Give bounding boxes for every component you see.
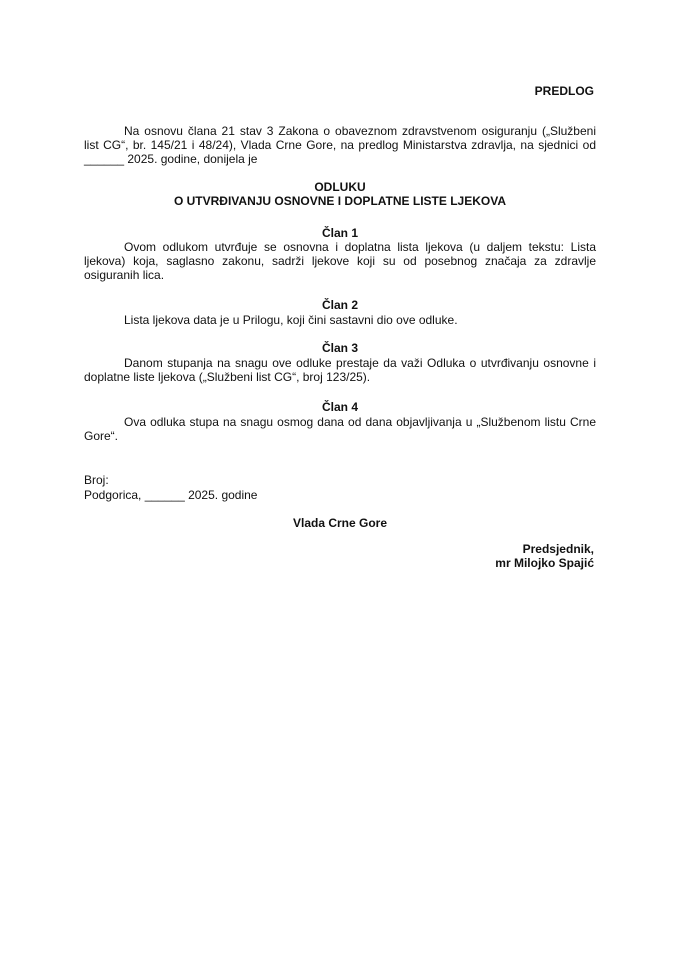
article-4-heading: Član 4	[321, 400, 358, 414]
article-3-heading: Član 3	[321, 341, 358, 355]
article-4-body: Ova odluka stupa na snagu osmog dana od dana objavljivanja u „Službenom listu Crne Gore“.	[84, 415, 596, 443]
decision-title-line1: ODLUKU	[314, 180, 366, 194]
article-1-body: Ovom odlukom utvrđuje se osnovna i doplatna lista ljekova (u daljem tekstu: Lista ljekova) koja, saglasno zakonu, sadrži ljekove koji su od posebnog značaja za zdravlje osiguranih lica.	[84, 240, 596, 282]
signature-block	[495, 542, 594, 570]
signatory-title: Predsjednik,	[522, 542, 594, 556]
article-3-body: Danom stupanja na snagu ove odluke prestaje da važi Odluka o utvrđivanju osnovne i doplatne liste ljekova („Službeni list CG“, broj 123/25).	[84, 356, 596, 384]
signatory-name: mr Milojko Spajić	[495, 556, 594, 570]
government-name: Vlada Crne Gore	[292, 516, 388, 530]
preamble-paragraph: Na osnovu člana 21 stav 3 Zakona o obaveznom zdravstvenom osiguranju („Službeni list CG“, br. 145/21 i 48/24), Vlada Crne Gore, na predlog Ministarstva zdravlja, na sjednici od ______ 2025. godine, donijela je	[84, 124, 596, 166]
article-2-body: Lista ljekova data je u Prilogu, koji čini sastavni dio ove odluke.	[124, 313, 458, 327]
decision-title	[84, 180, 596, 208]
place-date: Podgorica, ______ 2025. godine	[84, 488, 258, 502]
article-1-heading: Član 1	[321, 226, 358, 240]
article-2-heading: Član 2	[321, 298, 358, 312]
proposal-label: PREDLOG	[534, 84, 594, 98]
decision-title-line2: O UTVRĐIVANJU OSNOVNE I DOPLATNE LISTE LJEKOVA	[173, 194, 507, 208]
number-label: Broj:	[84, 473, 109, 487]
